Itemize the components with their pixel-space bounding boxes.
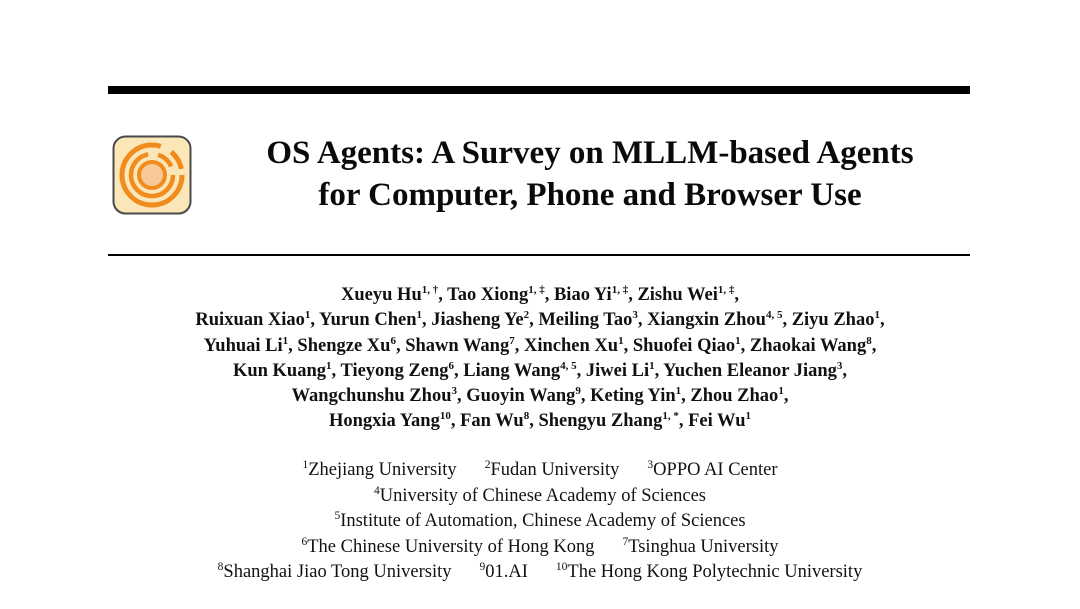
author-affiliation-mark: 4, 5 xyxy=(765,309,783,322)
author-name: Tieyong Zeng xyxy=(340,360,449,381)
title-rule xyxy=(108,254,970,256)
author-affiliation-mark: 1 xyxy=(282,334,289,347)
logo-icon xyxy=(112,135,192,215)
author-name: Biao Yi xyxy=(553,285,612,305)
affiliation-name: Fudan University xyxy=(490,460,620,480)
author-name: Jiwei Li xyxy=(585,360,650,381)
author-affiliation-mark: 1, ‡ xyxy=(717,284,735,296)
author-affiliation-mark: 8 xyxy=(523,410,530,423)
author-affiliation-mark: 1 xyxy=(618,334,624,347)
author-name: Zhaokai Wang xyxy=(749,335,867,356)
affiliation-line xyxy=(40,484,1040,510)
author-list xyxy=(40,283,1040,435)
affiliation-number: 10 xyxy=(555,561,568,573)
author-affiliation-mark: 3 xyxy=(836,359,843,372)
author-affiliation-mark: 1 xyxy=(649,359,655,372)
author-line: Yuhuai Li$^1$, Shengze Xu$^6$, Shawn Wang$^7$, Xinchen Xu$^1$, Shuofei Qiao$^1$, Zhaokai Wang$^8$, xyxy=(203,334,877,356)
affiliation-list xyxy=(40,458,1040,586)
author-affiliation-mark: 1 xyxy=(675,385,682,398)
author-affiliation-mark: 10 xyxy=(439,410,451,423)
title-line: for Computer, Phone and Browser Use xyxy=(318,177,862,213)
author-affiliation-mark: 3 xyxy=(451,385,457,398)
affiliation-number: 1 xyxy=(302,459,309,471)
author-name: Zhou Zhao xyxy=(690,386,779,407)
author-affiliation-mark: 1 xyxy=(874,309,880,322)
author-line: Wangchunshu Zhou$^3$, Guoyin Wang$^9$, Keting Yin$^1$, Zhou Zhao$^1$, xyxy=(291,385,789,407)
affiliation-name: OPPO AI Center xyxy=(653,460,778,480)
affiliation-name: The Chinese University of Hong Kong xyxy=(307,536,595,557)
author-affiliation-mark: 7 xyxy=(509,334,515,347)
affiliation-name: Tsinghua University xyxy=(628,536,779,557)
author-name: Zishu Wei xyxy=(637,285,718,305)
author-name: Xiangxin Zhou xyxy=(647,310,766,331)
author-name: Xueyu Hu xyxy=(341,285,422,305)
affiliation-number: 6 xyxy=(301,535,308,548)
author-name: Yuchen Eleanor Jiang xyxy=(663,360,837,381)
affiliation-number: 9 xyxy=(479,561,486,573)
author-name: Xinchen Xu xyxy=(523,335,619,356)
author-name: Yuhuai Li xyxy=(203,335,283,356)
author-name: Kun Kuang xyxy=(232,360,327,381)
author-name: Shengze Xu xyxy=(297,335,391,356)
author-affiliation-mark: 1, ‡ xyxy=(528,284,545,296)
affiliation-number: 7 xyxy=(622,535,629,548)
author-affiliation-mark: 1 xyxy=(735,334,741,347)
author-affiliation-mark: 3 xyxy=(632,309,638,322)
affiliation-name: University of Chinese Academy of Sciences xyxy=(379,485,706,506)
author-affiliation-mark: 9 xyxy=(575,385,581,398)
author-affiliation-mark: 1 xyxy=(416,309,422,322)
author-line: Kun Kuang$^1$, Tieyong Zeng$^6$, Liang Wang$^{4, 5}$, Jiwei Li$^1$, Yuchen Eleanor Jiang$^3$, xyxy=(232,359,848,381)
affiliation-name: Zhejiang University xyxy=(308,460,457,480)
author-affiliation-mark: 6 xyxy=(448,359,455,372)
author-affiliation-mark: 1, † xyxy=(421,284,439,296)
author-line: Hongxia Yang$^{10}$, Fan Wu$^8$, Shengyu Zhang$^{1, *}$, Fei Wu$^1$ xyxy=(328,410,752,432)
author-name: Meiling Tao xyxy=(538,310,633,331)
author-name: Fei Wu xyxy=(688,411,746,432)
author-name: Ziyu Zhao xyxy=(791,310,875,331)
author-name: Wangchunshu Zhou xyxy=(291,386,452,407)
author-line: Xueyu $Hu^{1, \dagger}$, Tao Xiong$^{1, \ddagger}$, Biao $Yi^{1, \ddagger}$, Zishu Wei$^{1, \ddagger}$, xyxy=(341,284,739,305)
author-name: Hongxia Yang xyxy=(328,411,440,432)
paper-title xyxy=(205,132,975,216)
affiliation-number: 2 xyxy=(484,459,491,471)
author-affiliation-mark: 1 xyxy=(778,385,784,398)
author-name: Keting Yin xyxy=(590,386,676,407)
author-affiliation-mark: 1 xyxy=(745,410,752,423)
affiliation-line xyxy=(40,509,1040,535)
affiliation-name: 01.AI xyxy=(485,562,528,582)
affiliation-name: The Hong Kong Polytechnic University xyxy=(567,562,863,582)
affiliation-line xyxy=(40,458,1040,484)
title-line: OS Agents: A Survey on MLLM-based Agents xyxy=(266,135,914,171)
author-name: Tao Xiong xyxy=(447,285,529,305)
author-affiliation-mark: 6 xyxy=(390,334,396,347)
affiliation-number: 8 xyxy=(217,561,224,573)
author-name: Shawn Wang xyxy=(405,335,510,356)
author-name: Guoyin Wang xyxy=(466,386,576,407)
author-name: Yurun Chen xyxy=(318,310,417,331)
author-name: Jiasheng Ye xyxy=(431,310,524,331)
author-affiliation-mark: 4, 5 xyxy=(560,359,577,372)
author-affiliation-mark: 1, * xyxy=(662,410,679,423)
author-affiliation-mark: 1 xyxy=(326,359,332,372)
affiliation-name: Shanghai Jiao Tong University xyxy=(223,562,452,582)
affiliation-number: 4 xyxy=(374,484,380,497)
affiliation-line xyxy=(40,560,1040,586)
author-name: Shengyu Zhang xyxy=(538,411,663,432)
author-affiliation-mark: 2 xyxy=(523,309,530,322)
affiliation-line xyxy=(40,535,1040,561)
author-affiliation-mark: 1, ‡ xyxy=(611,284,629,296)
author-name: Liang Wang xyxy=(463,360,561,381)
author-name: Ruixuan Xiao xyxy=(195,310,305,331)
affiliation-number: 5 xyxy=(334,510,341,522)
author-affiliation-mark: 1 xyxy=(304,309,311,322)
top-rule xyxy=(108,86,970,94)
author-line: Ruixuan Xiao$^1$, Yurun Chen$^1$, Jiasheng Ye$^2$, Meiling Tao$^3$, Xiangxin Zhou$^{4, 5}$, Ziyu Zhao$^1$, xyxy=(195,309,885,331)
affiliation-number: 3 xyxy=(647,459,654,471)
author-name: Shuofei Qiao xyxy=(632,335,736,356)
author-affiliation-mark: 8 xyxy=(866,334,872,347)
affiliation-name: Institute of Automation, Chinese Academy of Sciences xyxy=(340,511,746,531)
author-name: Fan Wu xyxy=(460,411,524,432)
